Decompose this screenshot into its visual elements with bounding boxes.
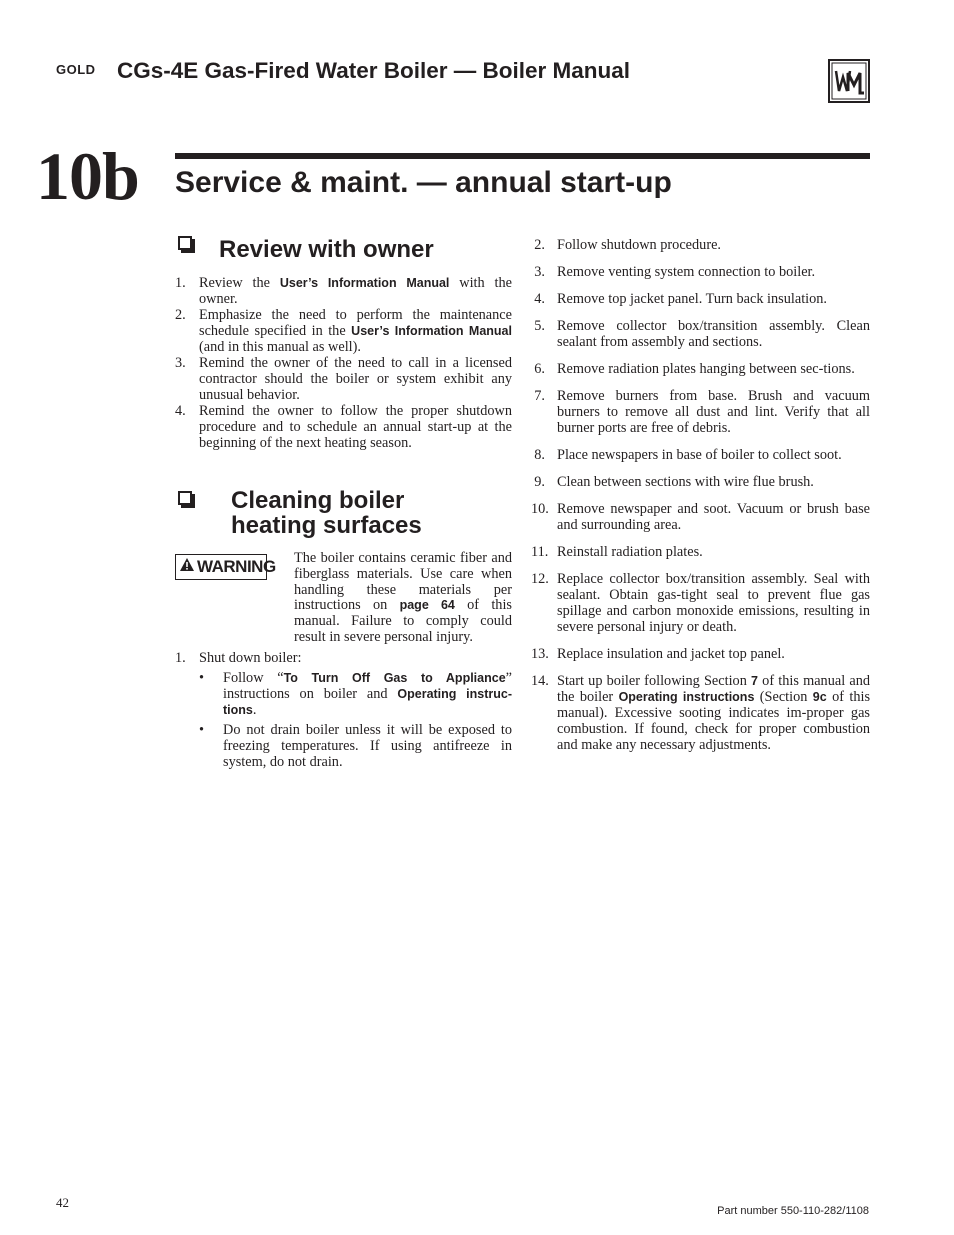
item-number: 2. [175, 307, 186, 323]
item-number: 11. [531, 544, 549, 560]
item-number: 5. [534, 318, 545, 334]
page-number: 42 [56, 1195, 69, 1210]
text-run: Start up boiler following Section [557, 673, 752, 689]
step-item [532, 646, 870, 662]
review-heading: Review with owner [219, 236, 434, 263]
item-number: 9. [534, 474, 545, 490]
emphasis-text: User’s Information Manual [351, 324, 512, 338]
warning-text [294, 551, 512, 646]
text-run: Follow shutdown procedure. [557, 237, 721, 253]
item-number: 3. [175, 355, 186, 371]
text-run: Place newspapers in base of boiler to collect soot. [557, 447, 842, 463]
step-item [532, 501, 870, 533]
step-item [532, 237, 870, 253]
cleaning-steps-list [532, 237, 870, 764]
warning-label: WARNING [197, 557, 276, 576]
item-text [557, 673, 870, 753]
item-text [199, 650, 512, 666]
text-run: with the owner. [199, 275, 512, 307]
step-1 [175, 650, 512, 770]
text-run: Remove venting system connection to boiler. [557, 264, 816, 280]
bullet-item [175, 670, 512, 718]
step-item [532, 447, 870, 463]
step-item [532, 361, 870, 377]
emphasis-text: User’s Information Manual [279, 276, 450, 290]
text-run: Remove radiation plates hanging between sec-tions. [557, 361, 855, 377]
section-rule [175, 153, 870, 159]
item-number: 2. [534, 237, 545, 253]
text-run: Replace insulation and jacket top panel. [557, 646, 785, 662]
item-text [557, 237, 870, 253]
step-item [175, 650, 512, 666]
emphasis-text: page 64 [399, 598, 455, 613]
item-text [199, 355, 512, 403]
text-run: Do not drain boiler unless it will be exposed to freezing temperatures. If using antifreeze in system, do not drain. [223, 722, 512, 770]
cleaning-heading-line1: Cleaning boiler [231, 487, 405, 514]
item-text [199, 307, 512, 355]
item-text [557, 501, 870, 533]
item-number: 14. [531, 673, 549, 689]
review-list-item [175, 275, 512, 307]
text-run: Remove top jacket panel. Turn back insulation. [557, 291, 828, 307]
text-run: Shut down boiler: [199, 650, 302, 666]
item-number: 4. [175, 403, 186, 419]
item-number: 1. [175, 650, 186, 666]
item-text [557, 318, 870, 350]
text-run: (Section [754, 689, 813, 705]
item-number: 1. [175, 275, 186, 291]
text-run: of this manual. Failure to comply could result in severe personal injury. [294, 597, 512, 645]
emphasis-text: Operating instructions [618, 690, 755, 704]
item-number: 10. [531, 501, 549, 517]
item-number: 12. [531, 571, 549, 587]
checkbox-icon [178, 236, 192, 250]
text-run: (and in this manual as well). [199, 339, 361, 355]
item-number: 7. [534, 388, 545, 404]
item-number: 8. [534, 447, 545, 463]
gold-label: GOLD [56, 62, 96, 77]
text-run: The boiler contains ceramic fiber and fiberglass materials. Use care when handling these materials per instructions on [294, 550, 512, 614]
text-run: Reinstall radiation plates. [557, 544, 703, 560]
item-text [557, 264, 870, 280]
text-run: Replace collector box/transition assembly. Seal with sealant. Obtain gas-tight seal to prevent flue gas spillage and carbon monoxide emissions, resulting in severe personal injury or death. [557, 571, 870, 635]
item-text [557, 291, 870, 307]
item-text [557, 571, 870, 635]
section-number: 10b [36, 138, 139, 214]
review-list-item [175, 403, 512, 451]
text-run: Remind the owner to follow the proper shutdown procedure and to schedule an annual start-up at the beginning of the next heating season. [199, 403, 512, 451]
text-run: Clean between sections with wire flue brush. [557, 474, 814, 490]
step-item [532, 291, 870, 307]
emphasis-text: To Turn Off Gas to Appliance [283, 671, 506, 685]
item-text [557, 474, 870, 490]
text-run: of this manual). Excessive sooting indicates im-proper gas combustion. If found, check for proper combustion and make any necessary adjustments. [557, 689, 871, 753]
step-item [532, 474, 870, 490]
text-run: ” instructions on boiler and [223, 670, 513, 702]
text-run: Remind the owner of the need to call in a licensed contractor should the boiler or system exhibit any unusual behavior. [199, 355, 512, 403]
section-title: Service & maint. — annual start-up [175, 166, 672, 199]
item-text [557, 544, 870, 560]
warning-triangle-icon [179, 557, 195, 577]
item-number: 3. [534, 264, 545, 280]
manual-title: CGs-4E Gas-Fired Water Boiler — Boiler Manual [117, 58, 631, 83]
warning-badge [175, 554, 276, 580]
item-number: 6. [534, 361, 545, 377]
emphasis-text: 9c [812, 690, 827, 704]
cleaning-heading-line2: heating surfaces [231, 512, 422, 539]
item-text [199, 403, 512, 451]
emphasis-text: 7 [751, 674, 758, 688]
item-text [557, 447, 870, 463]
text-run: Review the [199, 275, 280, 291]
text-run: . [252, 702, 257, 718]
item-number: 13. [531, 646, 549, 662]
step-item [532, 544, 870, 560]
item-text [557, 646, 870, 662]
emphasis-text: Operating instruc-tions [223, 687, 513, 717]
item-number: 4. [534, 291, 545, 307]
step-item [532, 264, 870, 280]
step-item [532, 673, 870, 753]
text-run: Emphasize the need to perform the maintenance schedule specified in the [199, 307, 512, 339]
wm-logo [828, 59, 870, 103]
item-text [557, 388, 870, 436]
bullet-text [223, 670, 512, 718]
text-run: Remove newspaper and soot. Vacuum or brush base and surrounding area. [557, 501, 870, 533]
bullet-icon: • [199, 722, 205, 738]
step-item [532, 388, 870, 436]
step-item [532, 318, 870, 350]
bullet-item [175, 722, 512, 770]
checkbox-icon [178, 491, 192, 505]
review-list-item [175, 307, 512, 355]
step-item [532, 571, 870, 635]
text-run: Follow “ [223, 670, 284, 686]
text-run: of this manual and the boiler [557, 673, 870, 705]
part-number: Part number 550-110-282/1108 [717, 1205, 869, 1217]
item-text [557, 361, 870, 377]
bullet-text [223, 722, 512, 770]
text-run: Remove burners from base. Brush and vacuum burners to remove all dust and lint. Verify that all burner ports are free of debris. [557, 388, 870, 436]
text-run: Remove collector box/transition assembly. Clean sealant from assembly and sections. [557, 318, 870, 350]
review-list-item [175, 355, 512, 403]
cleaning-heading [231, 488, 422, 538]
bullet-icon: • [199, 670, 205, 686]
review-list [175, 275, 512, 451]
item-text [199, 275, 512, 307]
